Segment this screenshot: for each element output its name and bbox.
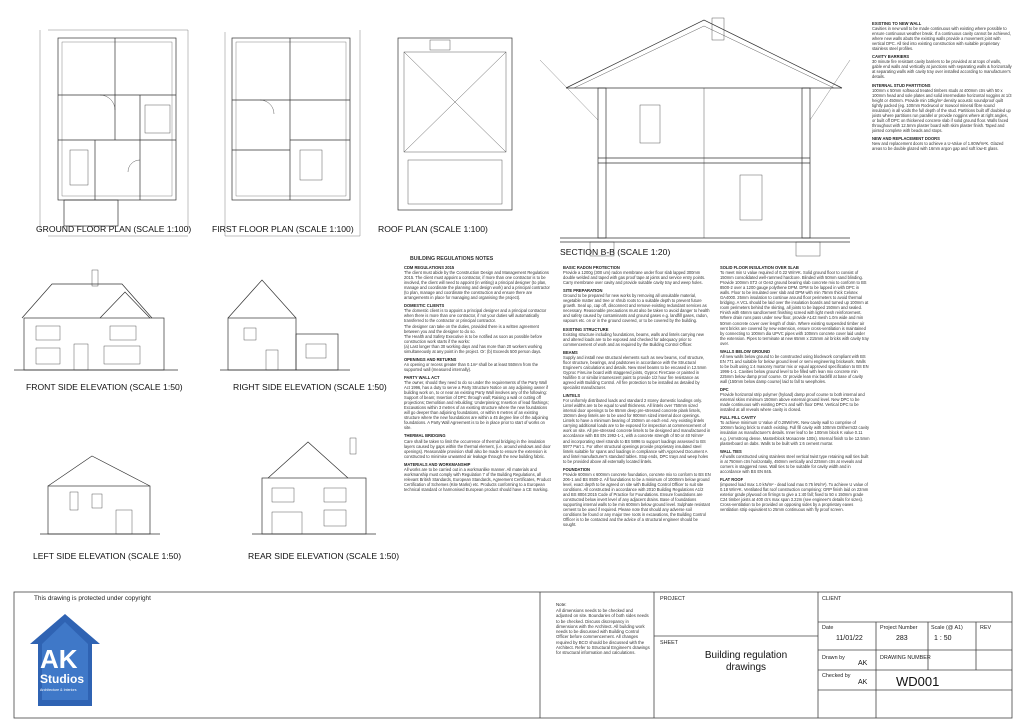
title-block-frame	[14, 592, 1012, 718]
drawn-by-label: Drawn by	[822, 655, 845, 661]
note-section-text: Existing structure including foundations, beams, walls and lintels carrying new and altered loads are to be exposed and checked for adequacy prior to commencement of work and as required by the Building Control Officer.	[563, 331, 704, 347]
note-section-text: Cavities in new wall to be made continuous with existing where possible to ensure continuous weather break. If a continuous cavity cannot be achieved, where new walls abuts the existing walls provide a movement joint with vertical DPC. All tied into existing construction with suitable proprietary stainless steel profiles.	[872, 26, 1011, 52]
note-section-heading: WALL TIES	[720, 448, 742, 454]
note-section-text: For uniformly distributed loads and standard 2 storey domestic loadings only. Lintel widths are to be equal to wall thickness. All lintels over 750mm sized internal door openings to be 65mm deep pre-stressed concrete plank lintels, 150mm deep lintels are to be used for 900mm sized internal door openings. Lintels to have a minimum bearing of 150mm on each end. Any existing lintels carrying additional loads are to be exposed for inspection at commencement of work on site. All pre-stressed concrete lintels to be designed and manufactured in accordance with BS EN 1992-1-1, with a concrete strength of 50 or 40 N/mm² and incorporating steel strands to BS 5896 to support loadings assessed to BS 5977 Part 1. For other structural openings provide proprietary insulated steel lintels suitable for spans and loadings in compliance with Approved Document A and lintel manufacturer's standard tables. Stop ends, DPC trays and weep holes to be provided above all externally located lintels.	[563, 398, 711, 464]
left-elevation	[40, 456, 160, 534]
note-section-text: 30 minute fire resistant cavity barriers to be provided at at tops of walls, gable end walls and vertically at junctions with separating walls & horizontally at separating walls with cavity tray over installed according to manufacturer's details.	[872, 59, 1012, 80]
note-section-heading: LINTELS	[563, 393, 581, 399]
note-section-heading: OPENINGS AND RETURNS	[404, 356, 457, 362]
note-section-heading: FLAT ROOF	[720, 476, 744, 482]
note-section-text: The client must abide by the Construction Design and Management Regulations 2015. The client must appoint a contractor, if more than one contractor is to be involved, the client will need to appoint (in writing) a principal designer (to plan, manage and coordinate the planning and design work) and a principal contractor (to plan, manage and coordinate the construction and ensure there are arrangements in place for managing and organising the project).	[404, 270, 550, 301]
note-section-heading: MATERIALS AND WORKMANSHIP	[404, 461, 471, 467]
note-section-heading: INTERNAL STUD PARTITIONS	[872, 82, 931, 88]
first-floor-plan	[225, 30, 360, 236]
note-section-heading: FOUNDATION	[563, 466, 590, 472]
copyright-notice: This drawing is protected under copyright	[34, 595, 151, 602]
notes-column-2	[563, 262, 711, 588]
note-section-text: Ground to be prepared for new works by removing all unsuitable material, vegetable matter and tree or shrub roots to a suitable depth to prevent future growth. Seal up, cap off, disconnect and remove existing redundant services as necessary. Reasonable precautions must also be taken to avoid danger to health and safety caused by contaminants and ground gases e.g. landfill gases, radon, vapours etc. on or in the ground covered, or to be covered by the building.	[563, 293, 710, 324]
note-section-heading: BASIC RADON PROTECTION	[563, 265, 620, 270]
front-elevation	[14, 270, 178, 370]
section-bb	[540, 18, 850, 256]
note-section-text: An opening or recess greater than 0.1m² shall be at least 550mm from the supported wall (measured internally).	[404, 361, 539, 372]
caption-front-elevation: FRONT SIDE ELEVATION (SCALE 1:50)	[26, 382, 183, 392]
sheet-title: Building regulation drawings	[704, 650, 788, 673]
drawn-by-value: AK	[858, 660, 868, 667]
note-section-heading: WALLS BELOW GROUND	[720, 348, 771, 354]
note-section-text: All works are to be carried out in a workmanlike manner. All materials and workmanship must comply with Regulation 7 of the Building Regulations, all relevant British Standards, European Standards, Agreement Certificates, Product Certification of Schemes (Kite Marks) etc. Products conforming to a European technical standard or harmonised European product should have a CE marking.	[404, 466, 551, 492]
checked-by-value: AK	[858, 679, 868, 686]
project-label: PROJECT	[660, 596, 686, 602]
notes-column-1	[404, 262, 552, 588]
note-section-heading: DPC	[720, 387, 729, 393]
caption-first-floor-plan: FIRST FLOOR PLAN (SCALE 1:100)	[212, 224, 354, 234]
note-section-heading: CDM REGULATIONS 2015	[404, 265, 455, 270]
project-number-label: Project Number	[880, 625, 918, 631]
note-section-text: The owner, should they need to do so under the requirements of the Party Wall Act 1996, has a duty to serve a Party Structure Notice on any adjoining owner if building work on, to or near an existing Party Wall involves any of the following:	[404, 379, 549, 396]
note-section-heading: THERMAL BRIDGING	[404, 433, 446, 439]
drawing-number-value: WD001	[896, 674, 940, 689]
rear-elevation	[252, 438, 376, 534]
caption-right-elevation: RIGHT SIDE ELEVATION (SCALE 1:50)	[233, 382, 387, 392]
scale-value: 1 : 50	[934, 635, 952, 642]
note-section-text: The designer can take on the duties, provided there is a written agreement between you and the designer to do so.	[404, 323, 539, 334]
caption-rear-elevation: REAR SIDE ELEVATION (SCALE 1:50)	[248, 551, 400, 561]
logo-tagline: Architecture & Interiors	[40, 688, 77, 692]
note-section-heading: SITE PREPARATION	[563, 288, 603, 294]
note-section-text: 100mm x 50mm softwood treated timbers studs at 400mm ctrs with 50 x 100mm head and sole plates and solid intermediate horizontal noggins at 1/3 height or 450mm. Provide min 10kg/m² density acoustic soundproof quilt tightly packed (eg. 100mm Rockwool or Isowool mineral fibre sound insulation) in all voids the full depth of the stud. Partitions built off doubled up joists where partitions run parallel or provide noggins where at right angles, or built off DPC on thickened concrete slab if solid ground floor. Walls faced throughout with 12.5mm plaster board with skim plaster finish. Taped and jointed complete with beads and stops.	[872, 87, 1012, 133]
note-section-text: Support of beam; Insertion of DPC through wall; Raising a wall or cutting off projections; Demolition and rebuilding; Underpinning; Insertion of lead flashings; Excavations within 3 metres of an existing structure where the new foundations will go deeper than adjoining foundations, or within 6 metres of an existing structure where the new foundations are within a 45 degree line of the adjoining foundations. A Party Wall Agreement is to be in place prior to start of works on site.	[404, 395, 549, 431]
general-notes: All dimensions needs to be checked and adjusted on site. Boundaries of both sides needs to be checked. Discuss discrepancy in dimensions with the Architect. All building work needs to be discussed with Building Control Officer before commencement. All changes required by BCO should be discussed with the Architect. Refer to Structural Engineer's drawings for structural information and calculations.	[556, 608, 650, 656]
drawing-number-label: DRAWING NUMBER	[880, 655, 931, 661]
notes-column-3	[720, 262, 870, 588]
sheet-label: SHEET	[660, 640, 678, 646]
note-section-text: Provide horizontal strip polymer (hyload) damp proof course to both internal and external skins minimum 150mm above external ground level. New DPC to be made continuous with existing DPC's and with floor DPM. Vertical DPC to be installed at all reveals where cavity is closed.	[720, 392, 865, 413]
project-number-value: 283	[896, 635, 908, 642]
ground-floor-plan	[40, 30, 188, 236]
note-section-heading: SOLID FLOOR INSULATION OVER SLAB	[720, 265, 799, 270]
note-section-heading: FULL FILL CAVITY	[720, 415, 756, 421]
logo-text-ak: AK	[40, 644, 78, 674]
client-label: CLIENT	[822, 596, 842, 602]
caption-roof-plan: ROOF PLAN (SCALE 1:100)	[378, 224, 488, 234]
caption-section-bb: SECTION B-B (SCALE 1:20)	[560, 247, 671, 257]
logo-text-studios: Studios	[40, 672, 84, 686]
note-section-text: (imposed load max 1.0 kN/m² - dead load max 0.75 kN/m²). To achieve U value of 0.18 W/m²K. Ventilated flat roof construction comprising: GRP finish laid on 22mm exterior grade plywood on firrings to give a 1:40 fall; fixed to 50 x 150mm grade C24 timber joists at 400 ctrs max span 3.22m (see engineer's details for sizes). Cross-ventilation to be provided on opposing sides by a proprietary eaves ventilation strip equivalent to 25mm continuous with fly proof screen.	[720, 481, 869, 513]
note-section-heading: EXISTING TO NEW WALL	[872, 21, 922, 26]
note-section-heading: NEW AND REPLACEMENT DOORS	[872, 135, 940, 141]
date-value: 11/01/22	[836, 635, 863, 642]
note-section-text: All walls constructed using stainless steel vertical twist type retaining wall ties built in at 750mm ctrs horizontally, 450mm vertically and 225mm ctrs at reveals and corners in staggered rows. Wall ties to be suitable for cavity width and in accordance with BS EN 845.	[720, 453, 869, 474]
note-section-text: (a) Last longer than 30 working days and has more than 20 workers working simultaneously at any point in the project. Or: (b) Exceeds 500 person days.	[404, 343, 542, 354]
caption-left-elevation: LEFT SIDE ELEVATION (SCALE 1:50)	[33, 551, 182, 561]
note-section-heading: DOMESTIC CLIENTS	[404, 303, 445, 309]
note-section-text: To achieve minimum U Value of 0.28W/m²K. New cavity wall to comprise of 100mm facing brick to match existing. Full fill cavity with 100mm Dritherm32 cavity insulation as manufacturer's details. Inner leaf to be 100mm block K value 0.11 e.g. (Armstrong dense, Masterblock Monacrete 100s). Internal finish to be 12.5mm plasterboard on dabs. Walls to be built with 1:6 cement mortar.	[720, 420, 870, 446]
note-section-heading: PARTY WALL ACT	[404, 374, 440, 380]
notes-title: BUILDING REGULATIONS NOTES	[410, 256, 494, 262]
note-section-text: All new walls below ground to be constructed using blockwork compliant with BS EN 771 and suitable for below ground level or semi engineering brickwork. Walls to be built using 1:4 masonry mortar mix or equal approved specification to BS EN 1996-1-1. Cavities below ground level to be filled with lean mix concrete min 225mm below damp proof course. Or provide lean mix backfill at base of cavity wall (150mm below damp course) laid to fall to weepholes.	[720, 353, 869, 385]
date-label: Date	[822, 625, 834, 631]
note-section-text: The domestic client is to appoint a principal designer and a principal contractor when there is more than one contractor, if not your duties will automatically transferred to the contractor or principal contractor.	[404, 308, 547, 324]
scale-label: Scale (@ A1)	[931, 625, 963, 631]
note-heading: Note:	[556, 602, 567, 607]
note-section-text: Supply and install new structural elements such as new beams, roof structure, floor structure, bearings, and padstones in accordance with the Structural Engineer's calculations and details. New steel beams to be encased in 12.5mm Gyproc FireLine board with staggered joints, Gyproc FireCase or painted in Nullifire S or similar intumescent paint to provide 1/2 hour fire resistance as agreed with Building Control. All fire protection to be installed as detailed by specialist manufacturer.	[563, 354, 707, 391]
note-section-heading: EXISTING STRUCTURE	[563, 326, 609, 332]
right-elevation	[220, 280, 350, 370]
note-section-text: To meet min U value required of 0.22 W/m²K. Solid ground floor to consist of 150mm consolidated well-rammed hardcore. Blinded with 50mm sand blinding. Provide 100mm ST2 or Gen2 ground bearing slab concrete mix to conform to BS 8500-2 over a 1200 gauge polythene DPM. DPM to be lapped in with DPC in walls. Floor to be insulated over slab and DPM with min 75mm thick Celotex GA4000. 25mm insulation to continue around floor perimeters to avoid thermal bridging. A VCL should be laid over the insulation boards and turned up 100mm at room perimeters behind the skirting, all joints to be lapped 150mm and sealed. Finish with 65mm sand/cement finishing screed with light mesh reinforcement. Where drain runs pass under new floor, provide A142 mesh 1.0m wide and min 50mm concrete cover over length of drain. Where existing suspended timber air vent bricks are covered by new extension, ensure cross-ventilation is maintained by connecting to 100mm dia UPVC pipes with 100mm concrete cover laid under the extension. Pipes to terminate at new 65mm x 215mm air bricks with cavity tray over.	[720, 270, 869, 346]
note-section-text: The Health and Safety Executive is to be notified as soon as possible before construction work starts if the works:	[404, 333, 543, 344]
notes-column-4	[872, 18, 1012, 258]
note-section-heading: CAVITY BARRIERS	[872, 54, 910, 60]
roof-plan	[398, 38, 512, 210]
note-section-text: New and replacement doors to achieve a U-Value of 1.80W/m²K. Glazed areas to be double glazed with 16mm argon gap and soft low-E glass.	[872, 141, 1004, 152]
caption-ground-floor-plan: GROUND FLOOR PLAN (SCALE 1:100)	[36, 224, 192, 234]
checked-by-label: Checked by	[822, 673, 851, 679]
note-section-text: Provide 600mm x 600mm concrete foundation, concrete mix to conform to BS EN 206-1 and BS 8500-2. All foundations to be a minimum of 1000mm below ground level, exact depth to be agreed on site with Building Control Officer to suit site conditions. All constructed in accordance with 2010 Building Regulations A1/2 and BS 8004:2015 Code of Practice for Foundations. Ensure foundations are constructed below invert level of any adjacent drains. Base of foundations supporting internal walls to be min 600mm below ground level. Sulphate resistant cement to be used if required. Please note that should any adverse soil conditions be found or any major tree roots in excavations, the Building Control Officer is to be contacted and the advice of a structural engineer should be sought.	[563, 471, 711, 528]
company-logo	[30, 610, 100, 710]
note-section-text: Care shall be taken to limit the occurrence of thermal bridging in the insulation layers caused by gaps within the thermal element, (i.e. around windows and door openings). Reasonable provision shall also be made to ensure the extension is constructed to minimise unwanted air leakage through the new building fabric.	[404, 438, 551, 459]
note-section-heading: BEAMS	[563, 349, 578, 355]
note-section-text: Provide a 1200g (300 um) radon membrane under floor slab lapped 300mm double welded and taped with gas proof tape at joints and service entry points. Carry membrane over cavity and provide suitable cavity tray and weep holes.	[563, 270, 706, 286]
revision-label: REV	[980, 625, 992, 631]
